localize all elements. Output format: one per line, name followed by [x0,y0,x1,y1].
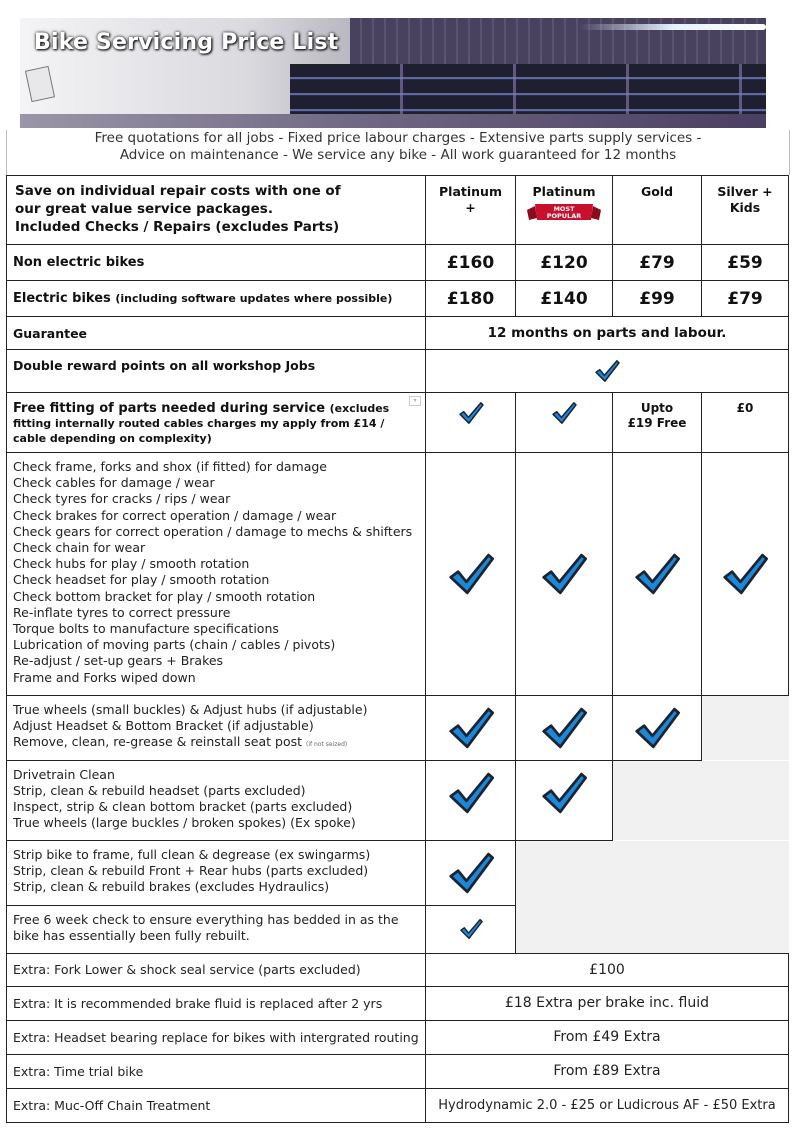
list-item: Check tyres for cracks / rips / wear [13,491,231,507]
extra-value: £18 Extra per brake inc. fluid [426,986,789,1020]
table-row [7,986,789,1020]
row-label-electric [7,281,426,317]
platinum-items-list [7,760,426,840]
badge-line-2: POPULAR [546,212,582,220]
list-item: Check bottom bracket for play / smooth rotation [13,588,316,604]
list-item: Strip, clean & rebuild Front + Rear hubs (parts excluded) [13,862,369,878]
banner-floor [20,114,766,128]
package-platinum-label: Platinum [532,184,596,199]
checkmark-icon [634,706,680,750]
checkmark-icon [448,552,494,596]
checks-tick-cell [426,453,516,696]
checkmark-icon [551,401,577,425]
list-item: Re-adjust / set-up gears + Brakes [13,653,224,669]
fitting-gold-cell [613,393,702,453]
checkmark-icon [722,552,768,596]
extra-label: Extra: Headset bearing replace for bikes with intergrated routing [7,1020,426,1054]
six-week-tick-cell [426,905,516,953]
table-row [7,245,789,281]
list-item: Check frame, forks and shox (if fitted) for damage [13,459,328,474]
checkmark-icon [459,918,483,940]
list-item: Re-inflate tyres to correct pressure [13,604,231,620]
table-row [7,1054,789,1088]
table-row [7,696,789,761]
banner-light [580,24,766,30]
most-popular-badge [525,202,603,224]
gold-tick-cell [613,696,702,761]
package-silver-kids: Silver + Kids [702,176,789,245]
fitting-silver-cell: £0 [702,393,789,453]
list-item: True wheels (small buckles) & Adjust hubs (if adjustable) [13,702,368,717]
fitting-tick-cell [516,393,613,453]
table-row [7,453,789,696]
extra-label: Extra: Muc-Off Chain Treatment [7,1088,426,1122]
price-cell: £59 [702,245,789,281]
electric-label: Electric bikes [13,291,111,306]
checkmark-icon [448,706,494,750]
list-item: Check hubs for play / smooth rotation [13,556,250,572]
price-cell: £140 [516,281,613,317]
list-item-text: Remove, clean, re-grease & reinstall seat post [13,734,303,750]
row-label-non-electric: Non electric bikes [7,245,426,281]
extra-value: Hydrodynamic 2.0 - £25 or Ludicrous AF - £50 Extra [426,1088,789,1122]
electric-note: (including software updates where possible) [115,292,393,305]
fitting-gold-line: £19 Free [627,416,687,430]
price-cell: £99 [613,281,702,317]
fitting-note: (excludes fitting internally routed cables charges my apply from £14 / cable depending on complexity) [13,402,390,445]
table-header-row [7,176,789,245]
checks-list [7,453,426,696]
list-item [13,734,419,753]
extra-label: Extra: Time trial bike [7,1054,426,1088]
header-description [7,176,426,245]
list-item: Adjust Headset & Bottom Bracket (if adjustable) [13,718,314,734]
page-title: Bike Servicing Price List [34,30,339,55]
price-cell: £79 [702,281,789,317]
checkmark-icon [594,359,620,383]
table-row [7,760,789,840]
list-item: True wheels (large buckles / broken spokes) (Ex spoke) [13,815,356,831]
header-line: Save on individual repair costs with one of [15,183,341,199]
list-item: Check brakes for correct operation / damage / wear [13,507,337,523]
reward-tick-cell [426,350,789,393]
row-label-guarantee: Guarantee [7,317,426,350]
list-item: Check chain for wear [13,540,146,556]
list-item: Inspect, strip & clean bottom bracket (parts excluded) [13,799,353,815]
package-platinum-plus: Platinum + [426,176,516,245]
extra-label: Extra: Fork Lower & shock seal service (parts excluded) [7,953,426,986]
six-week-list [7,905,426,953]
price-cell: £160 [426,245,516,281]
fitting-gold-line: Upto [640,401,674,415]
fitting-tick-cell [426,393,516,453]
list-item: Free 6 week check to ensure everything has bedded in as the [13,911,399,927]
list-item: Lubrication of moving parts (chain / cables / pivots) [13,637,336,653]
platinum-plus-items-list [7,840,426,905]
list-item-note: (if not seized) [306,741,348,749]
table-row [7,1020,789,1054]
list-item: Strip, clean & rebuild headset (parts excluded) [13,782,306,798]
checkmark-icon [448,851,494,895]
intro-line-1: Free quotations for all jobs - Fixed price labour charges - Extensive parts supply services - [94,130,702,146]
badge-line-1: MOST [553,205,575,213]
table-row [7,350,789,393]
extra-value: £100 [426,953,789,986]
row-label-fitting [7,393,426,453]
checks-tick-cell [613,453,702,696]
package-gold: Gold [613,176,702,245]
platinum-tick-cell [426,760,516,840]
list-item: Check gears for correct operation / damage to mechs & shifters [13,523,413,539]
list-item: Check headset for play / smooth rotation [13,572,270,588]
checks-tick-cell [516,453,613,696]
fitting-label: Free fitting of parts needed during service [13,401,326,416]
price-cell: £120 [516,245,613,281]
gold-items-list [7,696,426,761]
table-row [7,953,789,986]
table-row [7,317,789,350]
list-item: Drivetrain Clean [13,766,115,782]
checkmark-icon [541,771,587,815]
list-item: Check cables for damage / wear [13,475,215,491]
price-table [6,175,789,1123]
empty-cell [702,696,789,761]
table-row [7,281,789,317]
list-item: Frame and Forks wiped down [13,669,196,685]
price-cell: £180 [426,281,516,317]
chevron-down-icon: ▾ [409,396,421,406]
header-line: our great value service packages. [15,201,273,217]
list-item: Strip, clean & rebuild brakes (excludes Hydraulics) [13,879,330,895]
gold-tick-cell [516,696,613,761]
price-cell: £79 [613,245,702,281]
list-item: Strip bike to frame, full clean & degrease (ex swingarms) [13,846,371,862]
row-label-reward: Double reward points on all workshop Jobs [7,350,426,393]
checkmark-icon [458,401,484,425]
header-line: Included Checks / Repairs (excludes Parts) [15,219,340,235]
list-item: bike has essentially been fully rebuilt. [13,927,250,943]
list-item: Torque bolts to manufacture specifications [13,621,279,637]
table-row [7,840,789,905]
platinum-tick-cell [516,760,613,840]
checkmark-icon [541,706,587,750]
checkmark-icon [448,771,494,815]
extra-label: Extra: It is recommended brake fluid is replaced after 2 yrs [7,986,426,1020]
intro-line-2: Advice on maintenance - We service any bike - All work guaranteed for 12 months [119,147,677,163]
extra-value: From £89 Extra [426,1054,789,1088]
checkmark-icon [634,552,680,596]
gold-tick-cell [426,696,516,761]
platinum-plus-tick-cell [426,840,516,905]
table-row [7,393,789,453]
empty-cell [613,760,789,840]
extra-value: From £49 Extra [426,1020,789,1054]
intro-text [6,130,790,175]
checks-tick-cell [702,453,789,696]
package-platinum [516,176,613,245]
checkmark-icon [541,552,587,596]
header-banner [20,18,766,128]
empty-cell [516,840,789,953]
table-row [7,1088,789,1122]
guarantee-value: 12 months on parts and labour. [426,317,789,350]
